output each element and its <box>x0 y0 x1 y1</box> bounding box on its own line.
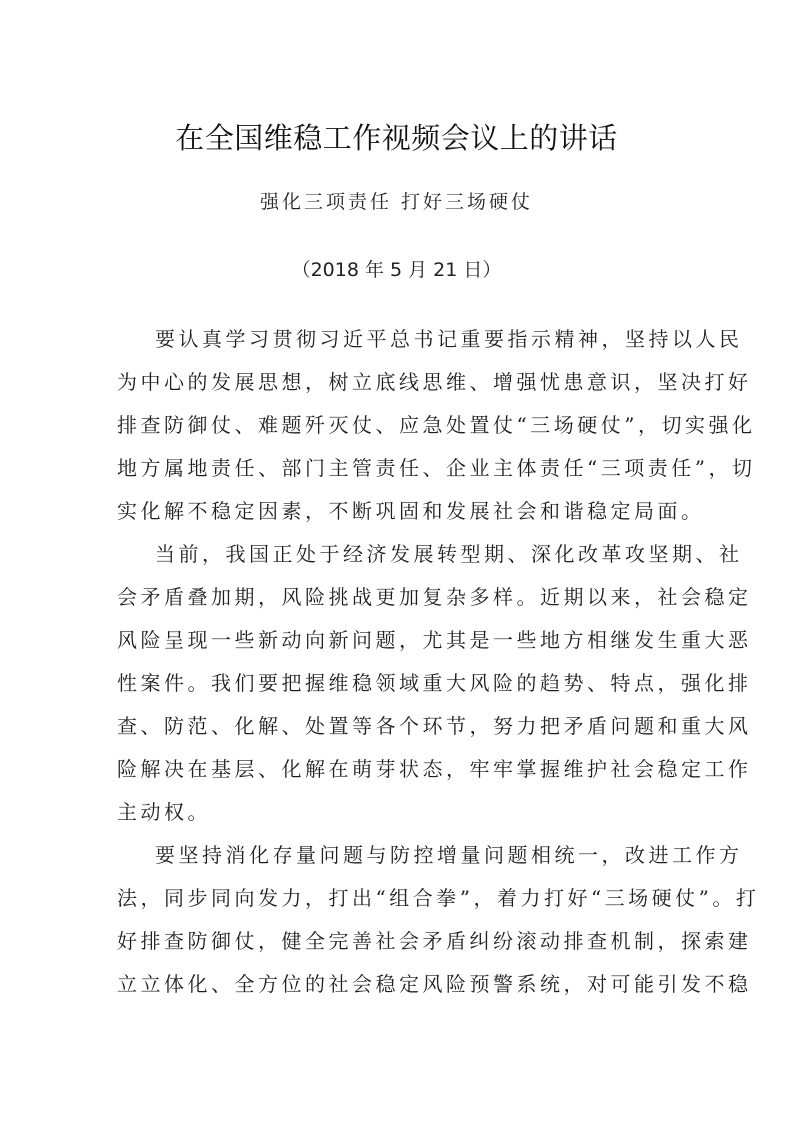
paragraph-line: 实化解不稳定因素，不断巩固和发展社会和谐稳定局面。 <box>117 499 705 523</box>
paragraph-line: 为中心的发展思想，树立底线思维、增强忧患意识，坚决打好 <box>117 370 752 394</box>
paragraph-line: 性案件。我们要把握维稳领域重大风险的趋势、特点，强化排 <box>117 671 752 695</box>
paragraph-line: 当前，我国正处于经济发展转型期、深化改革攻坚期、社 <box>155 542 743 566</box>
paragraph-line: 风险呈现一些新动向新问题，尤其是一些地方相继发生重大恶 <box>117 628 752 652</box>
paragraph-line: 法，同步同向发力，打出“组合拳”，着力打好“三场硬仗”。打 <box>117 886 760 910</box>
paragraph-line: 要认真学习贯彻习近平总书记重要指示精神，坚持以人民 <box>155 327 743 351</box>
paragraph-line: 排查防御仗、难题歼灭仗、应急处置仗“三场硬仗”，切实强化 <box>117 413 756 437</box>
paragraph-line: 险解决在基层、化解在萌芽状态，牢牢掌握维护社会稳定工作 <box>117 757 752 781</box>
document-title: 在全国维稳工作视频会议上的讲话 <box>175 121 618 155</box>
paragraph-line: 主动权。 <box>117 800 211 824</box>
document-body <box>117 318 760 1006</box>
paragraph-1 <box>117 318 756 533</box>
document-subtitle: 强化三项责任 打好三场硬仗 <box>259 191 534 213</box>
paragraph-3 <box>117 834 760 1006</box>
paragraph-line: 查、防范、化解、处置等各个环节，努力把矛盾问题和重大风 <box>117 714 752 738</box>
paragraph-line: 好排查防御仗，健全完善社会矛盾纠纷滚动排查机制，探索建 <box>117 929 752 953</box>
paragraph-line: 会矛盾叠加期，风险挑战更加复杂多样。近期以来，社会稳定 <box>117 585 752 609</box>
paragraph-2 <box>117 533 752 834</box>
paragraph-line: 要坚持消化存量问题与防控增量问题相统一，改进工作方 <box>155 843 743 867</box>
document-date: （2018 年 5 月 21 日） <box>291 259 502 281</box>
paragraph-line: 地方属地责任、部门主管责任、企业主体责任“三项责任”，切 <box>117 456 756 480</box>
paragraph-line: 立立体化、全方位的社会稳定风险预警系统，对可能引发不稳 <box>117 972 752 996</box>
